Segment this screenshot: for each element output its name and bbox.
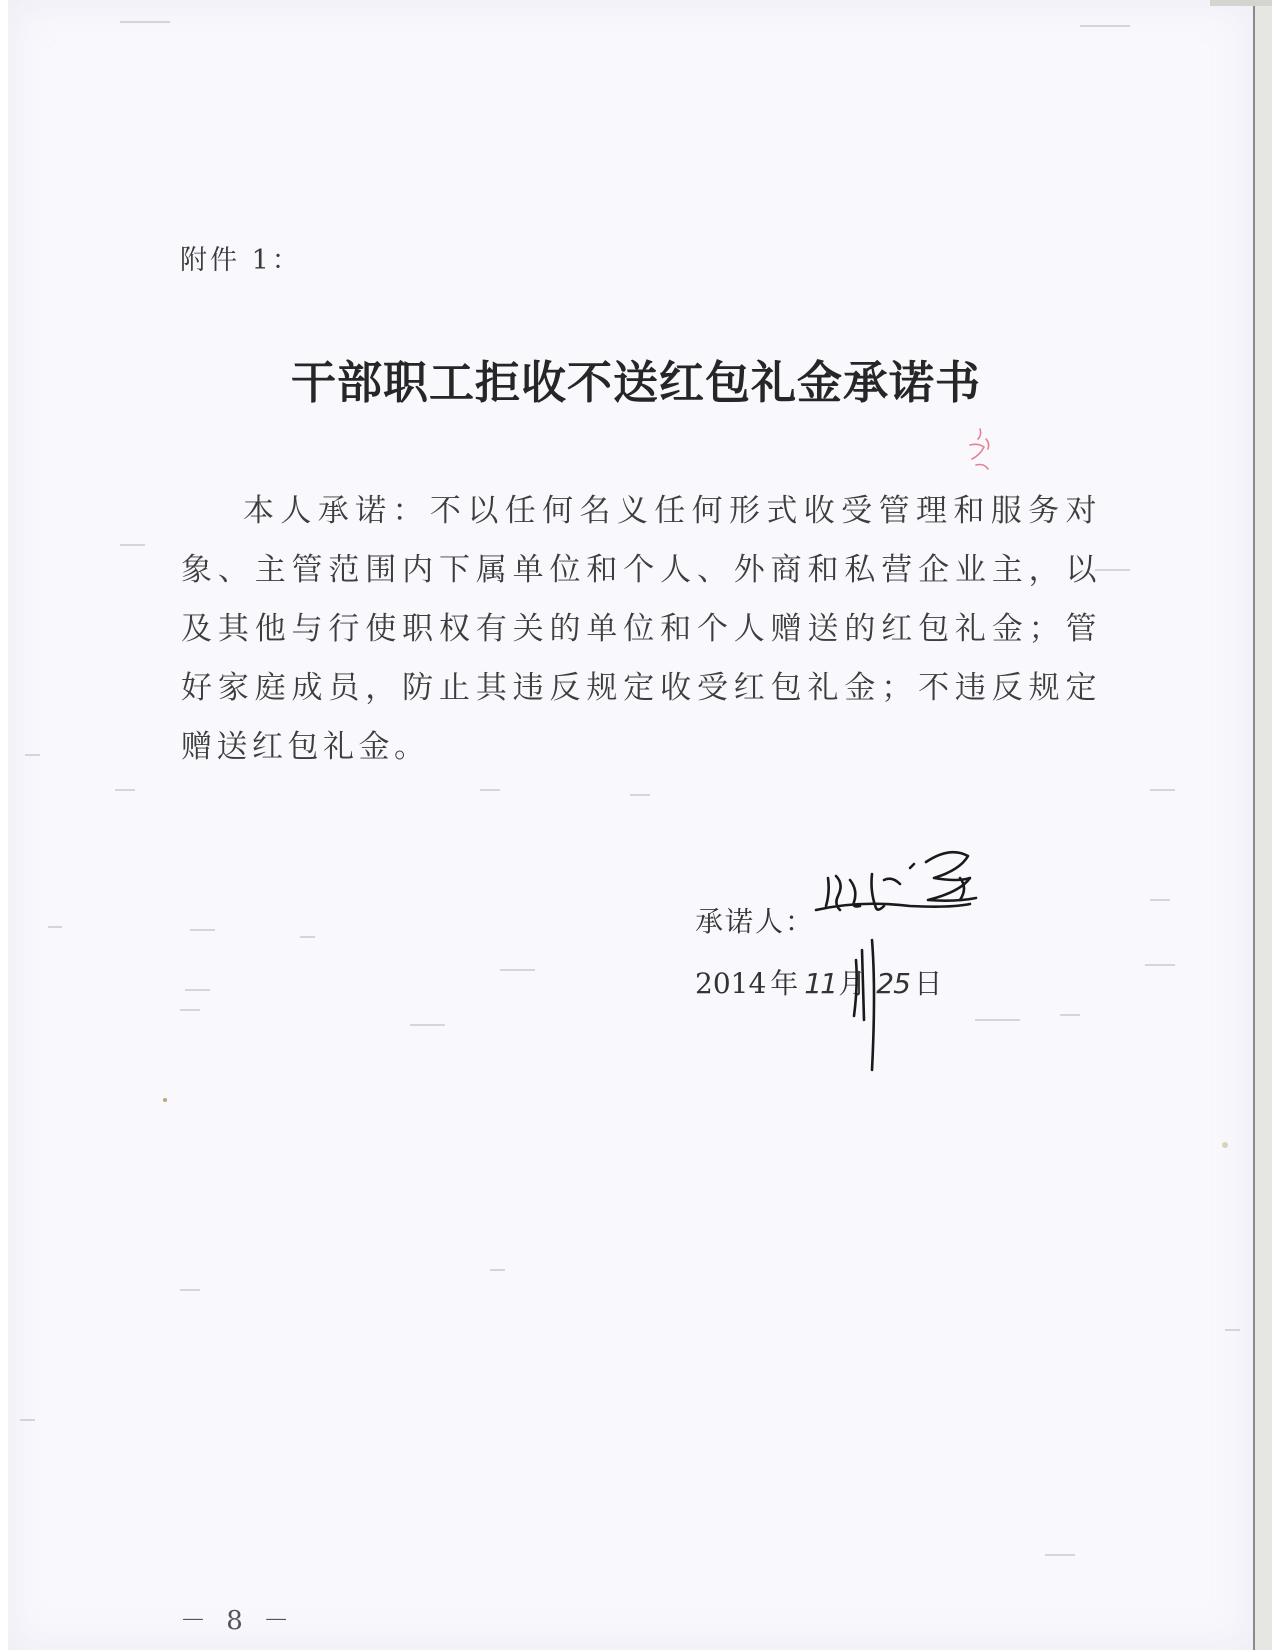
date-year-unit: 年	[770, 967, 799, 1000]
signer-label: 承诺人：	[695, 905, 816, 938]
page-number: － 8 －	[180, 1606, 296, 1636]
scanner-edge	[1253, 0, 1272, 1650]
document-title: 干部职工拒收不送红包礼金承诺书	[291, 356, 982, 409]
date-year: 2014	[695, 967, 767, 1000]
date-day: 25	[876, 967, 910, 1000]
red-ink-mark	[960, 425, 1000, 475]
date-month-unit: 月	[838, 967, 867, 1000]
signing-date	[695, 962, 942, 1002]
date-month: 11	[804, 967, 836, 1000]
attachment-label: 附件 1：	[180, 245, 302, 276]
pledge-body: 本人承诺：不以任何名义任何形式收受管理和服务对象、主管范围内下属单位和个人、外商和私营企业主，以及其他与行使职权有关的单位和个人赠送的红包礼金；管好家庭成员，防止其违反规定收受红包礼金；不违反规定赠送红包礼金。	[181, 493, 1101, 765]
scanner-edge-top	[1210, 0, 1272, 6]
date-day-unit: 日	[914, 967, 943, 1000]
